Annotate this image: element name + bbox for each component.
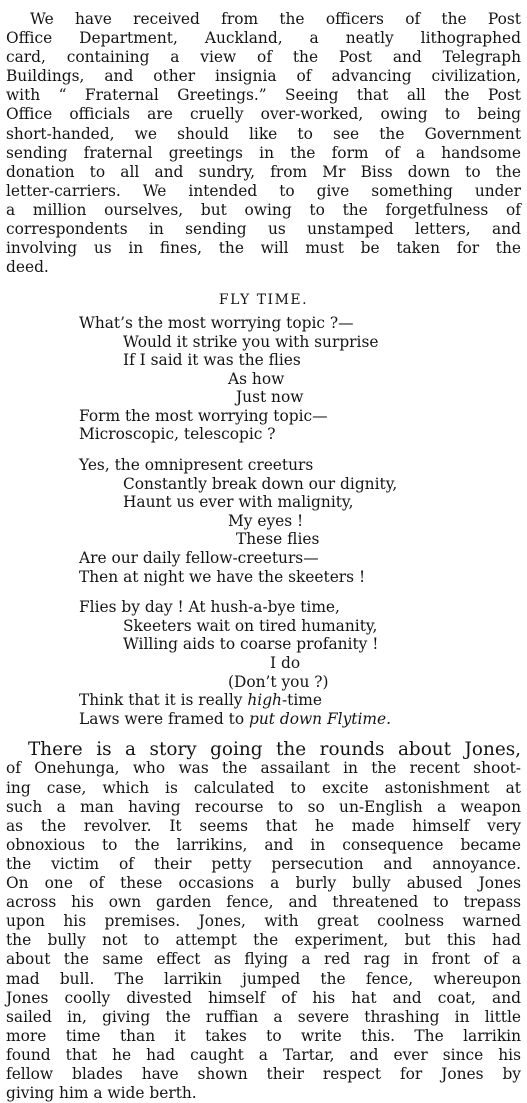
verse-part: -time	[281, 691, 322, 710]
verse-part: Laws were framed to	[79, 709, 250, 728]
text-line: sailed in, giving the ruffian a severe thrashing in little	[6, 1007, 521, 1026]
poem-verse	[6, 710, 521, 729]
poem-verse: Haunt us ever with malignity,	[123, 493, 354, 512]
poem-fly-time	[6, 291, 521, 728]
verse-part: Think that it is really	[79, 691, 248, 710]
text-line: fellow blades have shown their respect for Jones by	[6, 1064, 521, 1083]
poem-verse: Just now	[236, 388, 304, 407]
poem-verse: Then at night we have the skeeters !	[79, 567, 366, 586]
poem-stanza-1	[6, 314, 521, 444]
text-line: more time than it takes to write this. The larrikin	[6, 1026, 521, 1045]
poem-verse: Flies by day ! At hush-a-bye time,	[79, 598, 340, 617]
text-line: as the revolver. It seems that he made himself very	[6, 816, 521, 835]
verse-emphasis: put down Flytime.	[249, 709, 391, 728]
text-line: mad bull. The larrikin jumped the fence, whereupon	[6, 969, 521, 988]
text-line: deed.	[6, 258, 49, 277]
poem-verse: (Don’t you ?)	[228, 672, 329, 691]
poem-verse: Microscopic, telescopic ?	[79, 425, 276, 444]
text-line: involving us in fines, the will must be taken for the	[6, 239, 521, 258]
text-line: of Onehunga, who was the assailant in the recent shoot-	[6, 759, 521, 778]
poem-verse: What’s the most worrying topic ?—	[79, 313, 354, 332]
text-line: short-handed, we should like to see the Government	[6, 124, 521, 143]
text-line: obnoxious to the larrikins, and in consequence became	[6, 835, 521, 854]
text-line: such a man having recourse to so un-English a weapon	[6, 797, 521, 816]
text-line: ing case, which is calculated to excite astonishment at	[6, 778, 521, 797]
text-line: the victim of their petty persecution and annoyance.	[6, 854, 521, 873]
text-line: On one of these occasions a burly bully abused Jones	[6, 874, 521, 893]
poem-verse: Would it strike you with surprise	[123, 332, 379, 351]
text-line: letter-carriers. We intended to give something under	[6, 181, 521, 200]
poem-verse: These flies	[236, 530, 320, 549]
poem-verse: If I said it was the flies	[123, 351, 301, 370]
poem-verse: My eyes !	[228, 511, 304, 530]
poem-verse	[6, 691, 521, 710]
text-line: about the same effect as flying a red rag in front of a	[6, 950, 521, 969]
text-line: sending fraternal greetings in the form of a handsome	[6, 143, 521, 162]
text-line: Office officials are cruelly over-worked, owing to being	[6, 105, 521, 124]
poem-verse: Are our daily fellow-creeturs—	[79, 549, 319, 568]
text-line: There is a story going the rounds about Jones,	[28, 739, 521, 761]
poem-verse: Form the most worrying topic—	[79, 406, 328, 425]
poem-verse: I do	[270, 654, 301, 672]
jones-story-paragraph	[6, 740, 521, 1103]
text-line: with “ Fraternal Greetings.” Seeing that all the Post	[6, 86, 521, 105]
verse-emphasis: high	[247, 691, 282, 710]
poem-verse: Yes, the omnipresent creeturs	[79, 456, 314, 475]
text-line: Office Department, Auckland, a neatly lithographed	[6, 29, 521, 48]
text-line: upon his premises. Jones, with great coolness warned	[6, 912, 521, 931]
text-line: found that he had caught a Tartar, and ever since his	[6, 1045, 521, 1064]
poem-stanza-2	[6, 456, 521, 586]
text-line: Jones coolly divested himself of his hat and coat, and	[6, 988, 521, 1007]
text-line: donation to all and sundry, from Mr Biss down to the	[6, 162, 521, 181]
poem-stanza-3	[6, 598, 521, 728]
poem-verse: Willing aids to coarse profanity !	[123, 635, 379, 654]
poem-verse: Constantly break down our dignity,	[123, 474, 398, 493]
text-line: correspondents in sending us unstamped letters, and	[6, 220, 521, 239]
text-line: card, containing a view of the Post and Telegraph	[6, 48, 521, 67]
poem-verse: Skeeters wait on tired humanity,	[123, 616, 378, 635]
poem-verse: As how	[228, 369, 285, 388]
text-line: We have received from the officers of the Post	[30, 10, 521, 28]
post-office-paragraph	[6, 10, 521, 277]
text-line: Buildings, and other insignia of advancing civilization,	[6, 67, 521, 86]
text-line: across his own garden fence, and threatened to trepass	[6, 893, 521, 912]
text-line: the bully not to attempt the experiment, but this had	[6, 931, 521, 950]
text-line: giving him a wide berth.	[6, 1084, 197, 1103]
text-line: a million ourselves, but owing to the forgetfulness of	[6, 200, 521, 219]
poem-title: FLY TIME.	[218, 292, 309, 309]
